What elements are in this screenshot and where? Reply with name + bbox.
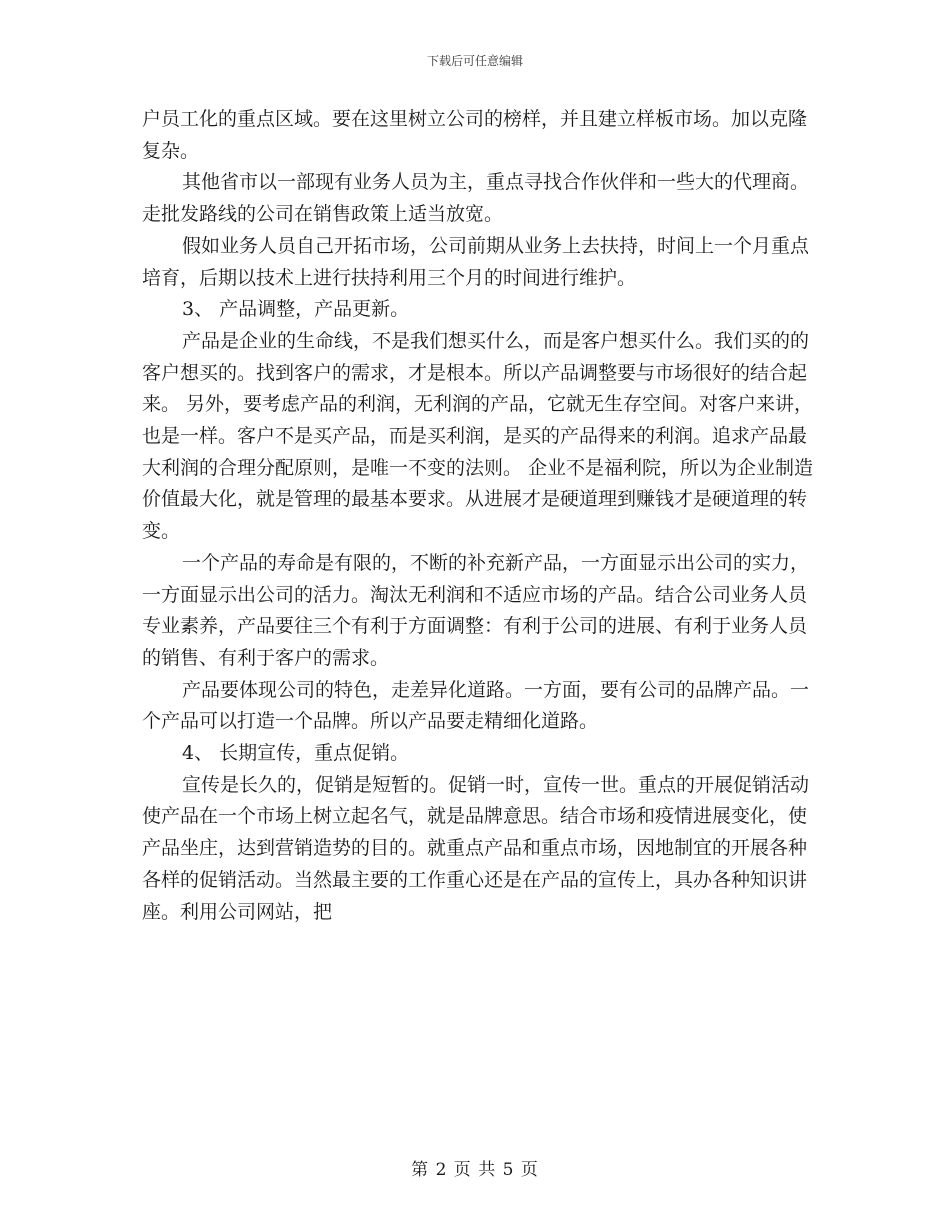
page-number: 第 2 页 共 5 页 [411, 1160, 539, 1180]
section-heading-4: 4、 长期宣传，重点促销。 [182, 742, 410, 765]
paragraph-3: 假如业务人员自己开拓市场，公司前期从业务上去扶持，时间上一个月重点培育，后期以技术上进行扶持利用三个月的时间进行维护。 [142, 234, 810, 289]
paragraph-5: 一个产品的寿命是有限的，不断的补充新产品，一方面显示出公司的实力，一方面显示出公司的活力。淘汰无利润和不适应市场的产品。结合公司业务人员专业素养，产品要往三个有利于方面调整：有利于公司的进展、有利于业务人员的销售、有利于客户的需求。 [142, 551, 810, 669]
paragraph-1: 户员工化的重点区域。要在这里树立公司的榜样，并且建立样板市场。加以克隆复杂。 [142, 108, 808, 162]
section-heading-3: 3、 产品调整，产品更新。 [182, 298, 410, 321]
page-header-note: 下载后可任意编辑 [426, 54, 523, 68]
document-body [142, 104, 814, 928]
paragraph-7: 宣传是长久的，促销是短暂的。促销一时，宣传一世。重点的开展促销活动使产品在一个市场上树立起名气，就是品牌意思。结合市场和疫情进展变化，使产品坐庄，达到营销造势的目的。就重点产品和重点市场，因地制宜的开展各种各样的促销活动。当然最主要的工作重心还是在产品的宣传上，具办各种知识讲座。利用公司网站，把 [142, 773, 810, 923]
paragraph-6: 产品要体现公司的特色，走差异化道路。一方面，要有公司的品牌产品。一个产品可以打造一个品牌。所以产品要走精细化道路。 [142, 678, 810, 733]
paragraph-4: 产品是企业的生命线，不是我们想买什么，而是客户想买什么。我们买的的客户想买的。找到客户的需求，才是根本。所以产品调整要与市场很好的结合起来。 另外，要考虑产品的利润，无利润的产品，它就无生存空间。对客户来讲，也是一样。客户不是买产品，而是买利润，是买的产品得来的利润。追求产品最大利润的合理分配原则，是唯一不变的法则。 企业不是福利院，所以为企业制造价值最大化，就是管理的最基本要求。从进展才是硬道理到赚钱才是硬道理的转变。 [142, 329, 814, 543]
paragraph-2: 其他省市以一部现有业务人员为主，重点寻找合作伙伴和一些大的代理商。走批发路线的公司在销售政策上适当放宽。 [142, 171, 810, 226]
